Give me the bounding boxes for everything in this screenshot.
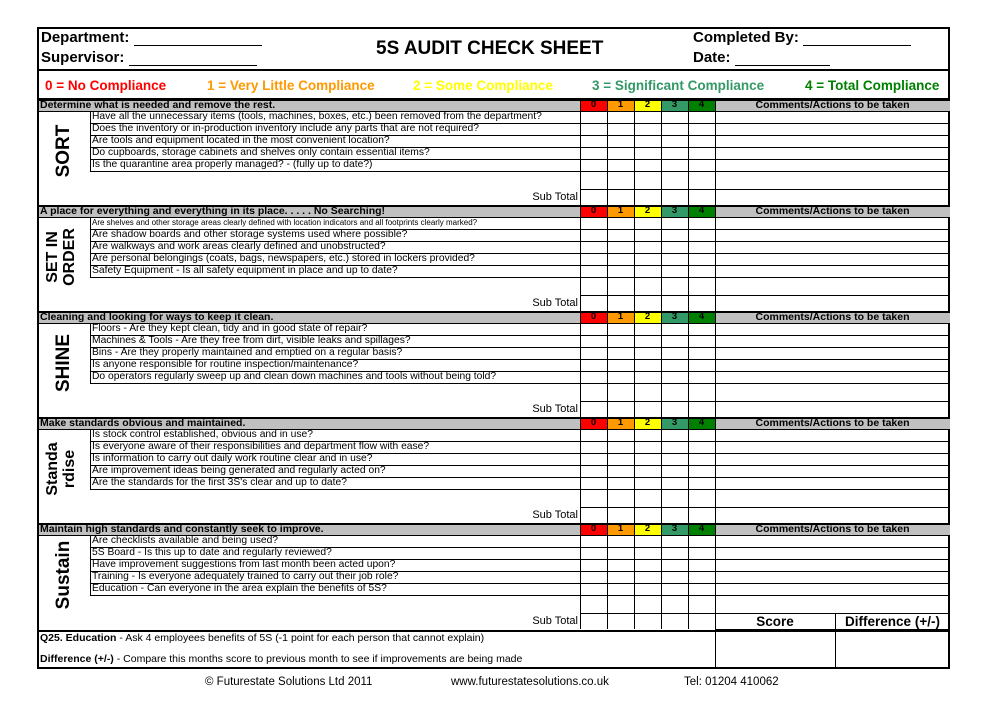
comment-cell[interactable] <box>716 465 950 477</box>
legend-3: 3 = Significant Compliance <box>592 78 765 93</box>
question-row: Does the inventory or in-production inventory include any parts that are not required? <box>92 123 479 134</box>
score-cell[interactable] <box>607 147 634 159</box>
date-label: Date: <box>693 49 731 66</box>
score-cell[interactable] <box>607 571 634 583</box>
score-cell[interactable] <box>688 159 715 171</box>
score-cell[interactable] <box>661 111 688 123</box>
score-cell[interactable] <box>688 441 715 453</box>
score-cell[interactable] <box>607 265 634 277</box>
score-cell[interactable] <box>607 111 634 123</box>
score-header-0: 0 <box>580 417 607 429</box>
score-cell[interactable] <box>607 123 634 135</box>
score-cell[interactable] <box>580 123 607 135</box>
score-header-1: 1 <box>607 417 634 429</box>
department-line[interactable] <box>134 31 262 46</box>
score-cell[interactable] <box>634 229 661 241</box>
section-header: Make standards obvious and maintained. <box>39 417 716 429</box>
legend-0: 0 = No Compliance <box>45 78 167 93</box>
score-cell[interactable] <box>580 111 607 123</box>
score-header-4: 4 <box>688 99 715 111</box>
section-standa-rdise <box>39 417 950 523</box>
score-cell[interactable] <box>580 535 607 547</box>
score-cell[interactable] <box>661 453 688 465</box>
section-name-line: SORT <box>53 124 74 178</box>
score-cell[interactable] <box>688 465 715 477</box>
comment-cell[interactable] <box>716 253 950 265</box>
score-cell[interactable] <box>688 147 715 159</box>
audit-sheet <box>37 27 950 669</box>
score-cell[interactable] <box>634 265 661 277</box>
score-cell[interactable] <box>607 547 634 559</box>
section-name-line: ORDER <box>61 228 78 286</box>
score-cell[interactable] <box>688 347 715 359</box>
score-header-1: 1 <box>607 99 634 111</box>
score-cell[interactable] <box>661 547 688 559</box>
question-row: Have improvement suggestions from last month been acted upon? <box>92 559 396 570</box>
section-sort <box>39 99 950 205</box>
score-cell[interactable] <box>607 441 634 453</box>
score-label: Score <box>756 614 794 629</box>
comment-cell[interactable] <box>716 429 950 441</box>
question-row: Is information to carry out daily work routine clear and in use? <box>92 453 373 464</box>
score-cell[interactable] <box>634 135 661 147</box>
score-cell[interactable] <box>634 583 661 595</box>
score-cell[interactable] <box>580 159 607 171</box>
subtotal-label: Sub Total <box>532 509 578 521</box>
difference-label: Difference (+/-) <box>845 614 940 629</box>
score-cell[interactable] <box>661 465 688 477</box>
difference-value-box[interactable] <box>836 630 950 669</box>
score-header-0: 0 <box>580 205 607 217</box>
score-cell[interactable] <box>607 335 634 347</box>
subtotal-label: Sub Total <box>532 615 578 627</box>
score-cell[interactable] <box>634 535 661 547</box>
comment-cell[interactable] <box>716 359 950 371</box>
score-cell[interactable] <box>607 347 634 359</box>
supervisor-line[interactable] <box>129 51 257 66</box>
score-header-3: 3 <box>661 523 688 535</box>
section-name <box>54 113 74 189</box>
score-cell[interactable] <box>661 371 688 383</box>
score-cell[interactable] <box>580 147 607 159</box>
score-header-1: 1 <box>607 205 634 217</box>
score-cell[interactable] <box>607 241 634 253</box>
score-cell[interactable] <box>688 583 715 595</box>
subtotal-label: Sub Total <box>532 403 578 415</box>
comment-cell[interactable] <box>716 347 950 359</box>
footer-phone: Tel: 01204 410062 <box>684 676 779 688</box>
score-cell[interactable] <box>661 323 688 335</box>
score-cell[interactable] <box>661 135 688 147</box>
score-cell[interactable] <box>607 429 634 441</box>
comment-cell[interactable] <box>716 135 950 147</box>
score-header-2: 2 <box>634 523 661 535</box>
score-cell[interactable] <box>688 217 715 229</box>
score-cell[interactable] <box>607 583 634 595</box>
score-cell[interactable] <box>580 323 607 335</box>
score-cell[interactable] <box>580 135 607 147</box>
score-cell[interactable] <box>688 571 715 583</box>
question-row: Is everyone aware of their responsibilities and department flow with ease? <box>92 441 430 452</box>
score-cell[interactable] <box>607 253 634 265</box>
score-header-0: 0 <box>580 311 607 323</box>
score-cell[interactable] <box>580 335 607 347</box>
score-cell[interactable] <box>688 535 715 547</box>
department-field <box>41 29 262 46</box>
comment-cell[interactable] <box>716 123 950 135</box>
score-header-4: 4 <box>688 205 715 217</box>
score-cell[interactable] <box>661 253 688 265</box>
section-set-in-order <box>39 205 950 311</box>
score-cell[interactable] <box>607 217 634 229</box>
score-cell[interactable] <box>661 359 688 371</box>
score-cell[interactable] <box>607 453 634 465</box>
score-cell[interactable] <box>607 477 634 489</box>
score-header-1: 1 <box>607 523 634 535</box>
score-cell[interactable] <box>634 335 661 347</box>
score-cell[interactable] <box>661 335 688 347</box>
section-header: Cleaning and looking for ways to keep it clean. <box>39 311 716 323</box>
score-header-3: 3 <box>661 417 688 429</box>
score-cell[interactable] <box>688 547 715 559</box>
comment-cell[interactable] <box>716 441 950 453</box>
score-cell[interactable] <box>688 477 715 489</box>
score-cell[interactable] <box>580 441 607 453</box>
score-cell[interactable] <box>661 535 688 547</box>
score-header-1: 1 <box>607 311 634 323</box>
score-cell[interactable] <box>688 241 715 253</box>
legend-1: 1 = Very Little Compliance <box>207 78 375 93</box>
score-cell[interactable] <box>688 453 715 465</box>
score-header-0: 0 <box>580 523 607 535</box>
section-name <box>44 219 84 295</box>
score-cell[interactable] <box>688 229 715 241</box>
question-row: Is the quarantine area properly managed? - (fully up to date?) <box>92 159 373 170</box>
question-row: 5S Board - Is this up to date and regularly reviewed? <box>92 547 332 558</box>
comment-cell[interactable] <box>716 323 950 335</box>
question-row: Do operators regularly sweep up and clean down machines and tools without being told? <box>92 371 497 382</box>
footer-copyright: © Futurestate Solutions Ltd 2011 <box>205 676 373 688</box>
comment-cell[interactable] <box>716 453 950 465</box>
score-cell[interactable] <box>661 347 688 359</box>
score-cell[interactable] <box>661 123 688 135</box>
question-row: Are improvement ideas being generated and regularly acted on? <box>92 465 386 476</box>
score-cell[interactable] <box>580 559 607 571</box>
score-cell[interactable] <box>580 229 607 241</box>
score-cell[interactable] <box>607 465 634 477</box>
comment-cell[interactable] <box>716 229 950 241</box>
score-cell[interactable] <box>634 217 661 229</box>
score-cell[interactable] <box>607 229 634 241</box>
score-cell[interactable] <box>634 371 661 383</box>
score-cell[interactable] <box>688 323 715 335</box>
question-row: Do cupboards, storage cabinets and shelves only contain essential items? <box>92 147 430 158</box>
subtotal-label: Sub Total <box>532 191 578 203</box>
score-cell[interactable] <box>634 547 661 559</box>
score-cell[interactable] <box>580 583 607 595</box>
question-row: Floors - Are they kept clean, tidy and in good state of repair? <box>92 323 368 334</box>
score-cell[interactable] <box>607 559 634 571</box>
score-cell[interactable] <box>607 135 634 147</box>
supervisor-field <box>41 49 257 66</box>
score-cell[interactable] <box>634 559 661 571</box>
score-cell[interactable] <box>661 229 688 241</box>
question-row: Are shadow boards and other storage systems used where possible? <box>92 229 408 240</box>
score-header-3: 3 <box>661 205 688 217</box>
date-line[interactable] <box>735 51 830 66</box>
score-header-4: 4 <box>688 417 715 429</box>
difference-note-text: - Compare this months score to previous month to see if improvements are being made <box>113 653 523 665</box>
score-cell[interactable] <box>688 111 715 123</box>
score-cell[interactable] <box>634 241 661 253</box>
score-cell[interactable] <box>634 147 661 159</box>
question-row: Are the standards for the first 3S's clear and up to date? <box>92 477 347 488</box>
score-cell[interactable] <box>580 359 607 371</box>
comment-cell[interactable] <box>716 371 950 383</box>
score-cell[interactable] <box>580 253 607 265</box>
score-cell[interactable] <box>688 359 715 371</box>
score-cell[interactable] <box>607 371 634 383</box>
completed-by-line[interactable] <box>803 31 911 46</box>
section-header: A place for everything and everything in its place. . . . . No Searching! <box>39 205 716 217</box>
score-cell[interactable] <box>607 323 634 335</box>
legend-4: 4 = Total Compliance <box>805 78 940 93</box>
section-header: Maintain high standards and constantly seek to improve. <box>39 523 716 535</box>
difference-note-title: Difference (+/-) <box>40 653 114 665</box>
score-cell[interactable] <box>634 253 661 265</box>
score-header-0: 0 <box>580 99 607 111</box>
question-row: Are shelves and other storage areas clearly defined with location indicators and all footprints clearly marked? <box>92 218 478 227</box>
score-cell[interactable] <box>661 217 688 229</box>
section-name-line: Standa <box>44 442 61 496</box>
score-cell[interactable] <box>580 453 607 465</box>
score-cell[interactable] <box>634 429 661 441</box>
score-cell[interactable] <box>634 159 661 171</box>
section-header: Determine what is needed and remove the rest. <box>39 99 716 111</box>
section-name <box>44 431 84 507</box>
question-row: Are walkways and work areas clearly defined and unobstructed? <box>92 241 386 252</box>
question-row: Machines & Tools - Are they free from dirt, visible leaks and spillages? <box>92 335 411 346</box>
question-row: Is stock control established, obvious and in use? <box>92 429 313 440</box>
score-cell[interactable] <box>661 559 688 571</box>
comments-header: Comments/Actions to be taken <box>715 99 950 111</box>
page-title: 5S AUDIT CHECK SHEET <box>376 38 604 59</box>
section-name <box>54 537 74 613</box>
score-cell[interactable] <box>688 559 715 571</box>
comment-cell[interactable] <box>716 217 950 229</box>
score-cell[interactable] <box>634 477 661 489</box>
question-row: Are checklists available and being used? <box>92 535 279 546</box>
score-cell[interactable] <box>580 429 607 441</box>
comment-cell[interactable] <box>716 547 950 559</box>
score-cell[interactable] <box>580 547 607 559</box>
score-cell[interactable] <box>634 323 661 335</box>
score-header-2: 2 <box>634 417 661 429</box>
score-header-4: 4 <box>688 311 715 323</box>
score-cell[interactable] <box>661 159 688 171</box>
comments-header: Comments/Actions to be taken <box>715 311 950 323</box>
question-row: Is anyone responsible for routine inspection/maintenance? <box>92 359 359 370</box>
comments-header: Comments/Actions to be taken <box>715 523 950 535</box>
score-cell[interactable] <box>607 359 634 371</box>
score-header-2: 2 <box>634 311 661 323</box>
score-cell[interactable] <box>661 265 688 277</box>
score-cell[interactable] <box>634 465 661 477</box>
section-name-line: Sustain <box>53 540 74 610</box>
score-value-box[interactable] <box>716 630 835 669</box>
score-cell[interactable] <box>607 159 634 171</box>
comment-cell[interactable] <box>716 159 950 171</box>
difference-note <box>40 653 522 665</box>
q25-note-title: Q25. Education <box>40 632 117 644</box>
question-row: Are personal belongings (coats, bags, newspapers, etc.) stored in lockers provided? <box>92 253 475 264</box>
score-cell[interactable] <box>688 253 715 265</box>
q25-note-text: - Ask 4 employees benefits of 5S (-1 point for each person that cannot explain) <box>116 632 485 644</box>
score-cell[interactable] <box>661 571 688 583</box>
score-cell[interactable] <box>634 359 661 371</box>
score-cell[interactable] <box>661 241 688 253</box>
section-shine <box>39 311 950 417</box>
comment-cell[interactable] <box>716 241 950 253</box>
score-cell[interactable] <box>634 111 661 123</box>
score-cell[interactable] <box>661 583 688 595</box>
question-row: Training - Is everyone adequately trained to carry out their job role? <box>92 571 399 582</box>
score-cell[interactable] <box>580 571 607 583</box>
q25-note <box>40 632 484 644</box>
comments-header: Comments/Actions to be taken <box>715 205 950 217</box>
footer-website: www.futurestatesolutions.co.uk <box>451 676 609 688</box>
score-cell[interactable] <box>661 477 688 489</box>
score-cell[interactable] <box>580 347 607 359</box>
score-cell[interactable] <box>580 265 607 277</box>
comments-header: Comments/Actions to be taken <box>715 417 950 429</box>
legend-2: 2 = Some Compliance <box>413 78 553 93</box>
score-cell[interactable] <box>634 441 661 453</box>
score-cell[interactable] <box>634 453 661 465</box>
comment-cell[interactable] <box>716 477 950 489</box>
score-cell[interactable] <box>634 123 661 135</box>
score-header-3: 3 <box>661 311 688 323</box>
score-cell[interactable] <box>661 441 688 453</box>
score-cell[interactable] <box>661 147 688 159</box>
comment-cell[interactable] <box>716 265 950 277</box>
comment-cell[interactable] <box>716 559 950 571</box>
score-cell[interactable] <box>580 465 607 477</box>
section-name-line: rdise <box>61 449 78 489</box>
score-header-3: 3 <box>661 99 688 111</box>
score-cell[interactable] <box>688 371 715 383</box>
question-row: Bins - Are they properly maintained and emptied on a regular basis? <box>92 347 403 358</box>
score-header-4: 4 <box>688 523 715 535</box>
score-cell[interactable] <box>688 429 715 441</box>
question-row: Education - Can everyone in the area explain the benefits of 5S? <box>92 583 387 594</box>
score-cell[interactable] <box>634 347 661 359</box>
score-cell[interactable] <box>661 429 688 441</box>
section-name <box>54 325 74 401</box>
score-cell[interactable] <box>607 535 634 547</box>
comment-cell[interactable] <box>716 147 950 159</box>
comment-cell[interactable] <box>716 571 950 583</box>
section-name-line: SET IN <box>44 231 61 283</box>
question-row: Are tools and equipment located in the most convenient location? <box>92 135 390 146</box>
score-cell[interactable] <box>634 571 661 583</box>
score-cell[interactable] <box>688 335 715 347</box>
section-name-line: SHINE <box>53 333 74 393</box>
score-cell[interactable] <box>580 217 607 229</box>
date-field <box>693 49 830 66</box>
completed-by-field <box>693 29 911 46</box>
comment-cell[interactable] <box>716 335 950 347</box>
score-cell[interactable] <box>580 477 607 489</box>
subtotal-label: Sub Total <box>532 297 578 309</box>
sections <box>39 99 950 629</box>
completed-by-label: Completed By: <box>693 29 799 46</box>
score-cell[interactable] <box>688 265 715 277</box>
comment-cell[interactable] <box>716 583 950 595</box>
score-header-2: 2 <box>634 205 661 217</box>
score-header-2: 2 <box>634 99 661 111</box>
score-cell[interactable] <box>688 135 715 147</box>
supervisor-label: Supervisor: <box>41 49 125 66</box>
comment-cell[interactable] <box>716 535 950 547</box>
score-cell[interactable] <box>580 241 607 253</box>
comment-cell[interactable] <box>716 111 950 123</box>
score-cell[interactable] <box>688 123 715 135</box>
question-row: Have all the unnecessary items (tools, machines, boxes, etc.) been removed from the department? <box>92 111 542 122</box>
department-label: Department: <box>41 29 130 46</box>
question-row: Safety Equipment - Is all safety equipment in place and up to date? <box>92 265 398 276</box>
score-cell[interactable] <box>580 371 607 383</box>
